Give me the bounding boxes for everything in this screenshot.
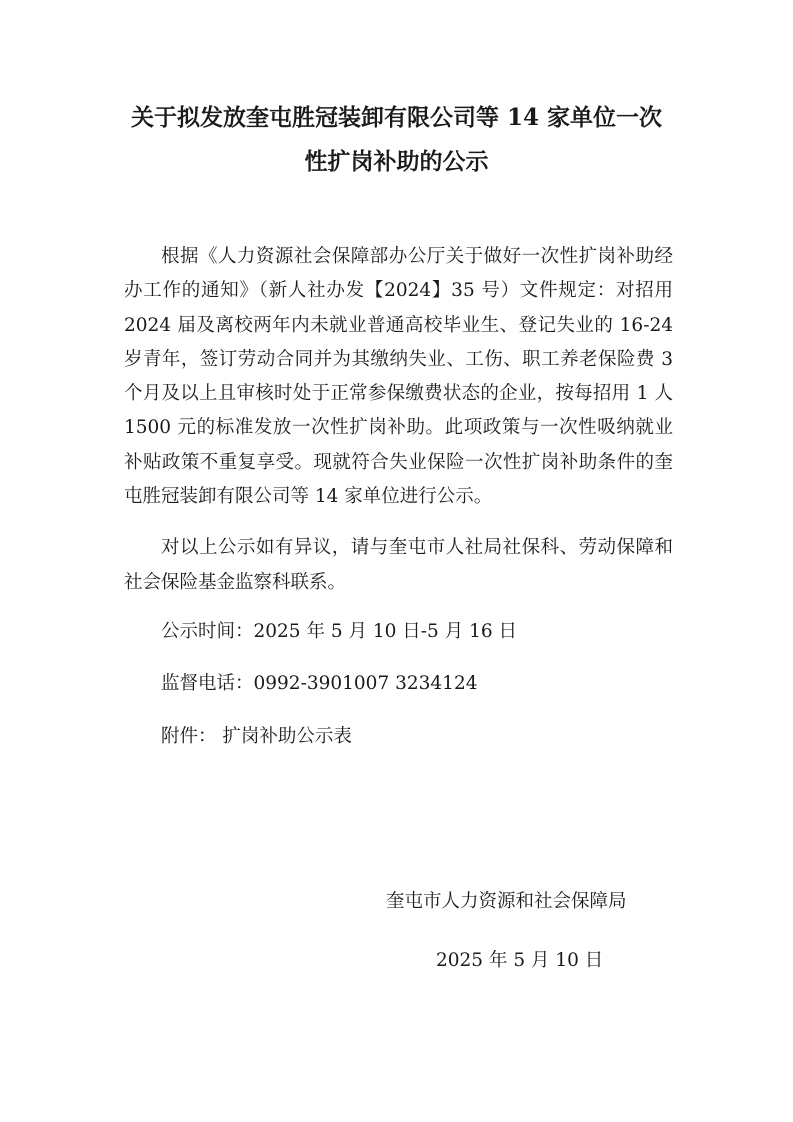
paragraph-objection: 对以上公示如有异议，请与奎屯市人社局社保科、劳动保障和社会保险基金监察科联系。 bbox=[124, 537, 673, 593]
attachment-note: 附件： 扩岗补助公示表 bbox=[161, 725, 352, 747]
document-title bbox=[100, 96, 693, 184]
supervision-phone: 监督电话：0992-3901007 3234124 bbox=[161, 673, 478, 695]
title-line-1: 关于拟发放奎屯胜冠装卸有限公司等 14 家单位一次 bbox=[130, 104, 663, 131]
title-line-2: 性扩岗补助的公示 bbox=[304, 148, 489, 175]
issue-date: 2025 年 5 月 10 日 bbox=[436, 950, 604, 971]
document-body bbox=[124, 240, 673, 754]
paragraph-policy: 根据《人力资源社会保障部办公厅关于做好一次性扩岗补助经办工作的通知》（新人社办发【2024】35 号）文件规定：对招用 2024 届及离校两年内未就业普通高校毕业生、登记失业的 16-24 岁青年，签订劳动合同并为其缴纳失业、工伤、职工养老保险费 3 个月及以上且审核时处于正常参保缴费状态的企业，按每招用 1 人 1500 元的标准发放一次性扩岗补助。此项政策与一次性吸纳就业补贴政策不重复享受。现就符合失业保险一次性扩岗补助条件的奎屯胜冠装卸有限公司等 14 家单位进行公示。 bbox=[124, 246, 673, 508]
publicity-time: 公示时间：2025 年 5 月 10 日-5 月 16 日 bbox=[161, 620, 517, 642]
issuer-signature: 奎屯市人力资源和社会保障局 bbox=[386, 891, 627, 912]
